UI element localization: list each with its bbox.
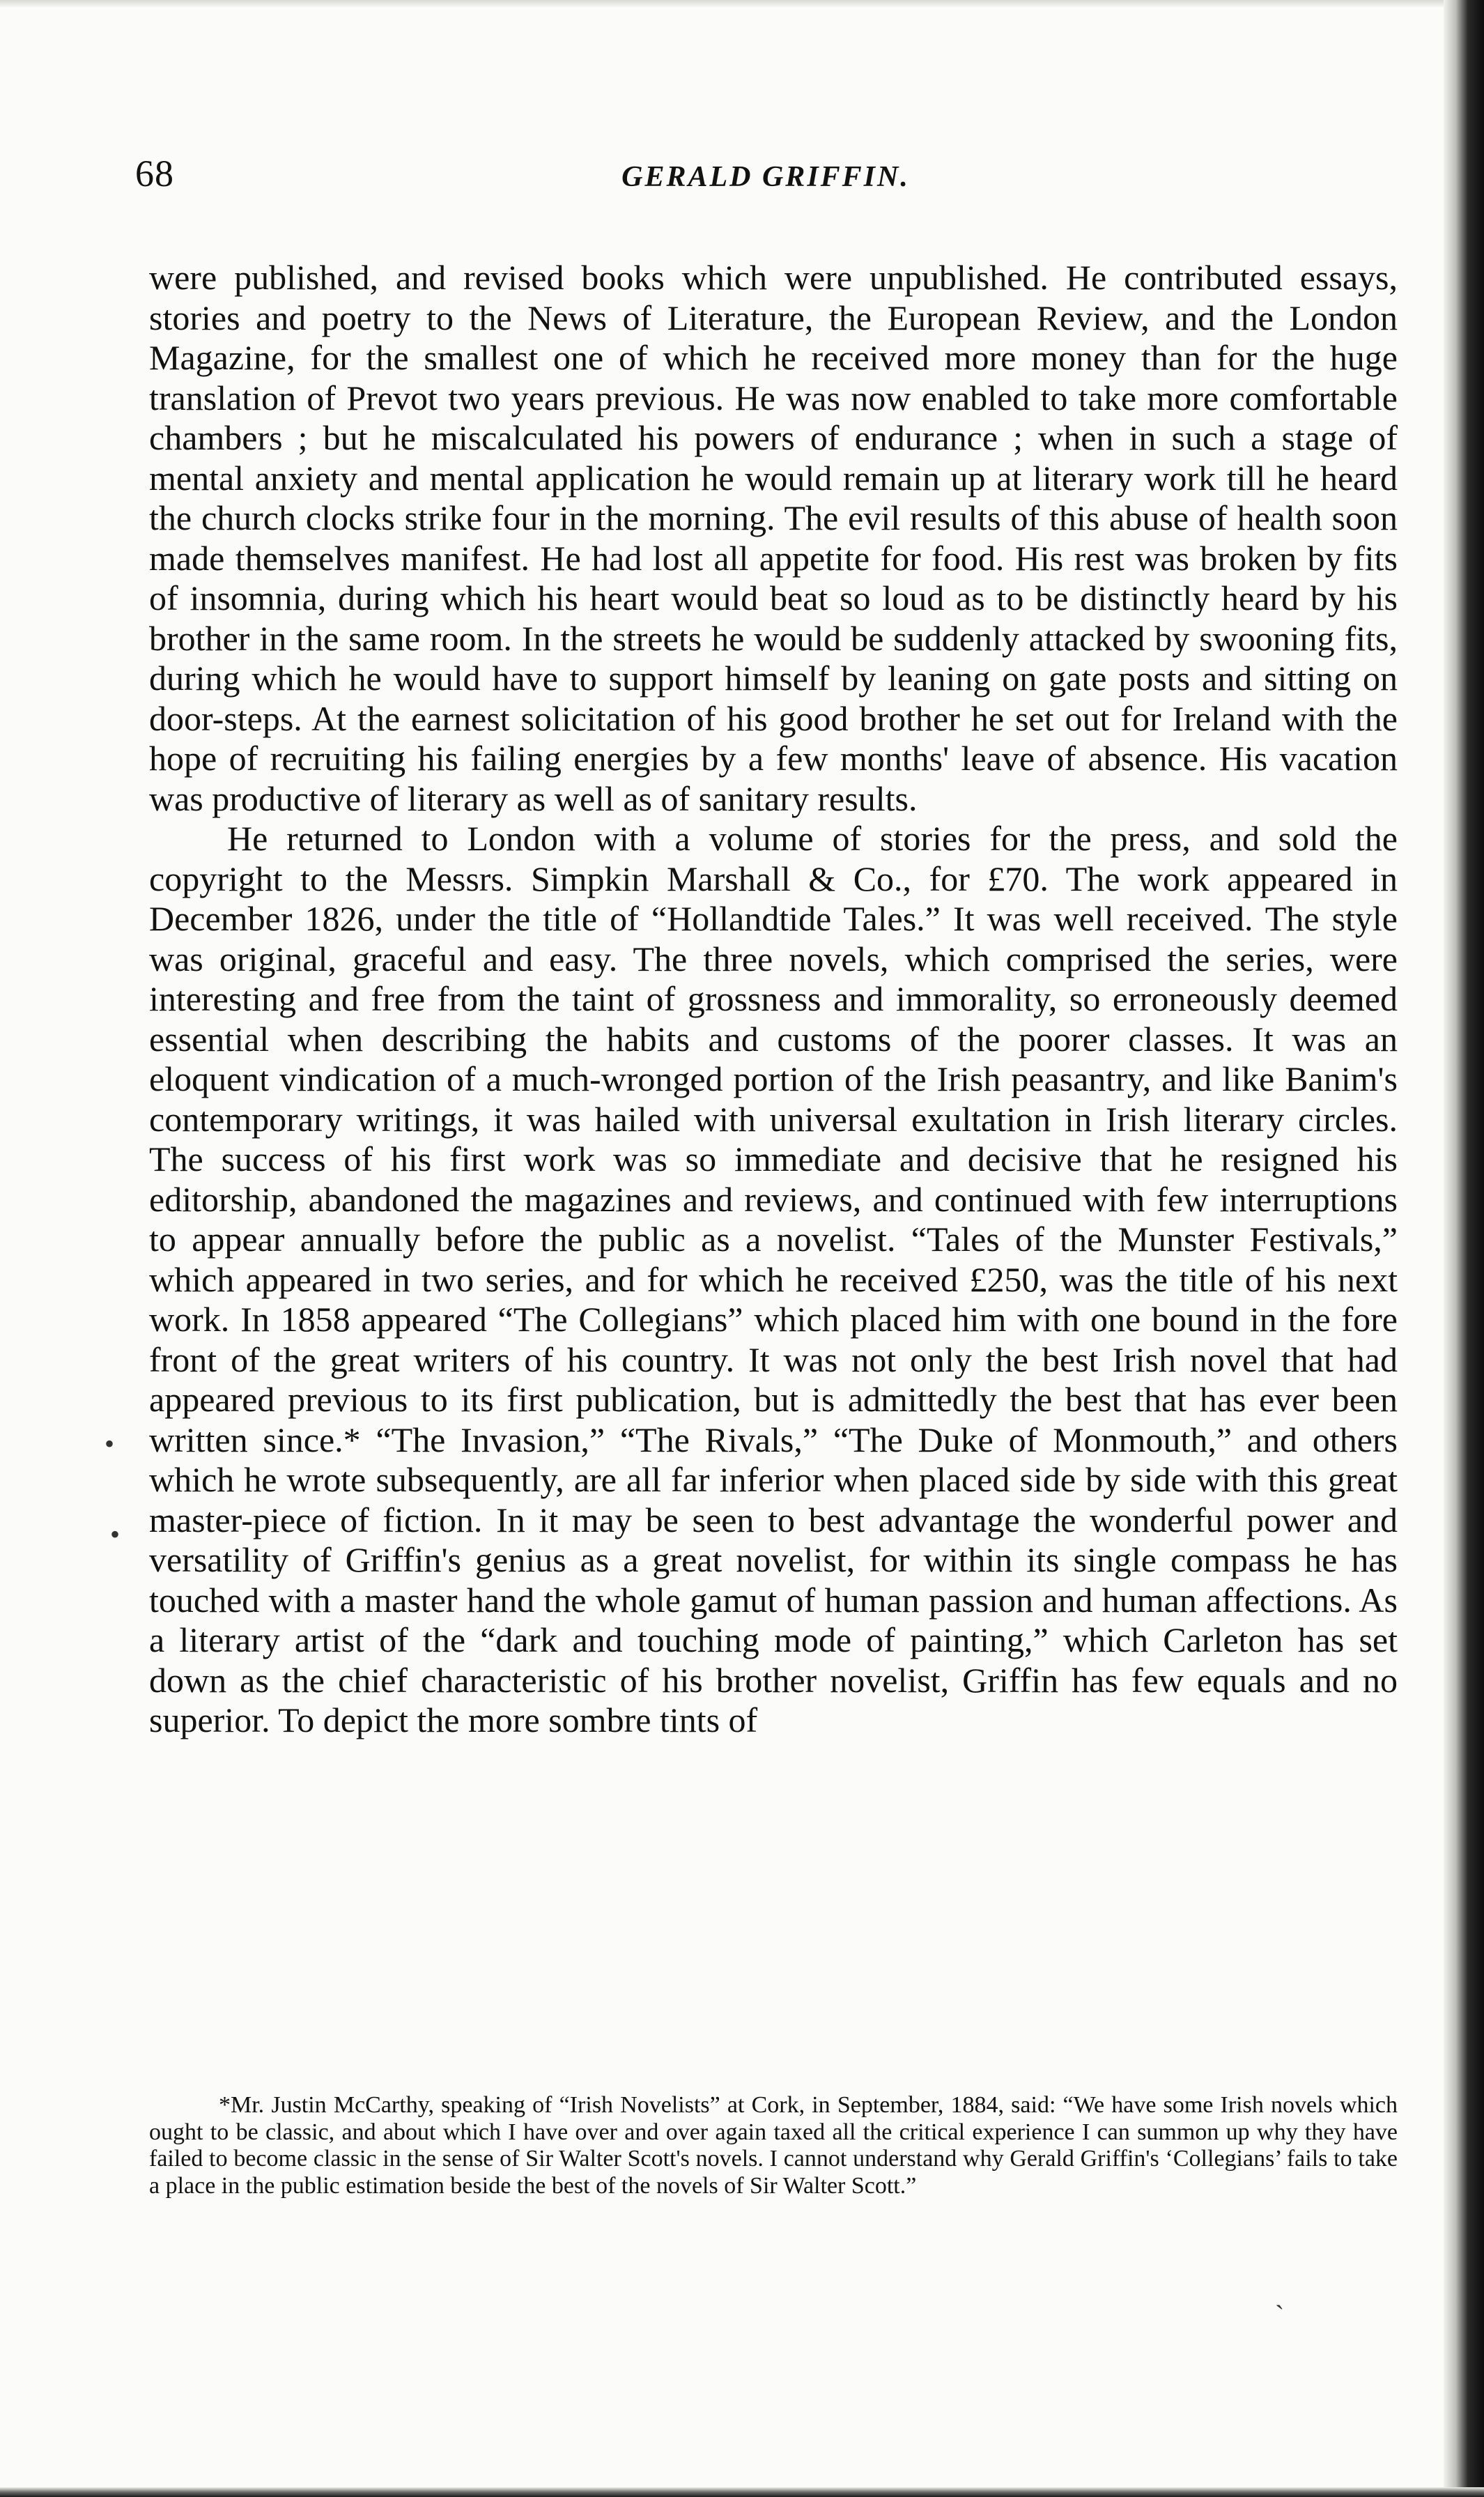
stray-dot-2: •: [110, 1519, 121, 1550]
scan-top-edge: [0, 0, 1484, 7]
page-number: 68: [135, 153, 174, 194]
scan-bottom-edge: [0, 2487, 1484, 2497]
running-title: GERALD GRIFFIN.: [621, 161, 910, 193]
body-text: [149, 258, 1398, 1741]
paragraph-1: were published, and revised books which were unpublished. He contributed essays, stories and poetry to the News of Literature, the European Review, and the London Magazine, for the smallest one of which he received more money than for the huge translation of Prevot two years previous. He was now enabled to take more comfortable chambers ; but he miscalculated his powers of endurance ; when in such a stage of mental anxiety and mental application he would remain up at literary work till he heard the church clocks strike four in the morning. The evil results of this abuse of health soon made themselves manifest. He had lost all appetite for food. His rest was broken by fits of insomnia, during which his heart would beat so loud as to be distinctly heard by his brother in the same room. In the streets he would be suddenly attacked by swooning fits, during which he would have to support himself by leaning on gate posts and sitting on door-steps. At the earnest solicitation of his good brother he set out for Ireland with the hope of recruiting his failing energies by a few months' leave of absence. His vacation was productive of literary as well as of sanitary results.: [149, 258, 1398, 818]
scan-binding-edge: [1444, 0, 1484, 2497]
paragraph-2: He returned to London with a volume of stories for the press, and sold the copyright to the Messrs. Simpkin Marshall & Co., for £70. The work appeared in December 1826, under the title of “Hollandtide Tales.” It was well received. The style was original, graceful and easy. The three novels, which comprised the series, were interesting and free from the taint of grossness and immorality, so erroneously deemed essential when describing the habits and customs of the poorer classes. It was an eloquent vindication of a much-wronged portion of the Irish peasantry, and like Banim's contemporary writings, it was hailed with universal exultation in Irish literary circles. The success of his first work was so immediate and decisive that he resigned his editorship, abandoned the magazines and reviews, and continued with few interruptions to appear annually before the public as a novelist. “Tales of the Munster Festivals,” which appeared in two series, and for which he received £250, was the title of his next work. In 1858 appeared “The Collegians” which placed him with one bound in the fore front of the great writers of his country. It was not only the best Irish novel that had appeared previous to its first publication, but is admittedly the best that has ever been written since.* “The Invasion,” “The Rivals,” “The Duke of Monmouth,” and others which he wrote subsequently, are all far inferior when placed side by side with this great master-piece of fiction. In it may be seen to best advantage the wonderful power and versatility of Griffin's genius as a great novelist, for within its single compass he has touched with a master hand the whole gamut of human passion and human affections. As a literary artist of the “dark and touching mode of painting,” which Carleton has set down as the chief characteristic of his brother novelist, Griffin has few equals and no superior. To depict the more sombre tints of: [149, 819, 1398, 1739]
footnote: *Mr. Justin McCarthy, speaking of “Irish Novelists” at Cork, in September, 1884, said: “We have some Irish novels which ought to be classic, and about which I have over and over again taxed all the critical experience I can summon up why they have failed to become classic in the sense of Sir Walter Scott's novels. I cannot understand why Gerald Griffin's ‘Collegians’ fails to take a place in the public estimation beside the best of the novels of Sir Walter Scott.”: [149, 2092, 1398, 2199]
page-header: [135, 152, 1396, 201]
stray-tick: ˏ: [1275, 2278, 1285, 2310]
stray-dot-1: •: [105, 1428, 115, 1459]
